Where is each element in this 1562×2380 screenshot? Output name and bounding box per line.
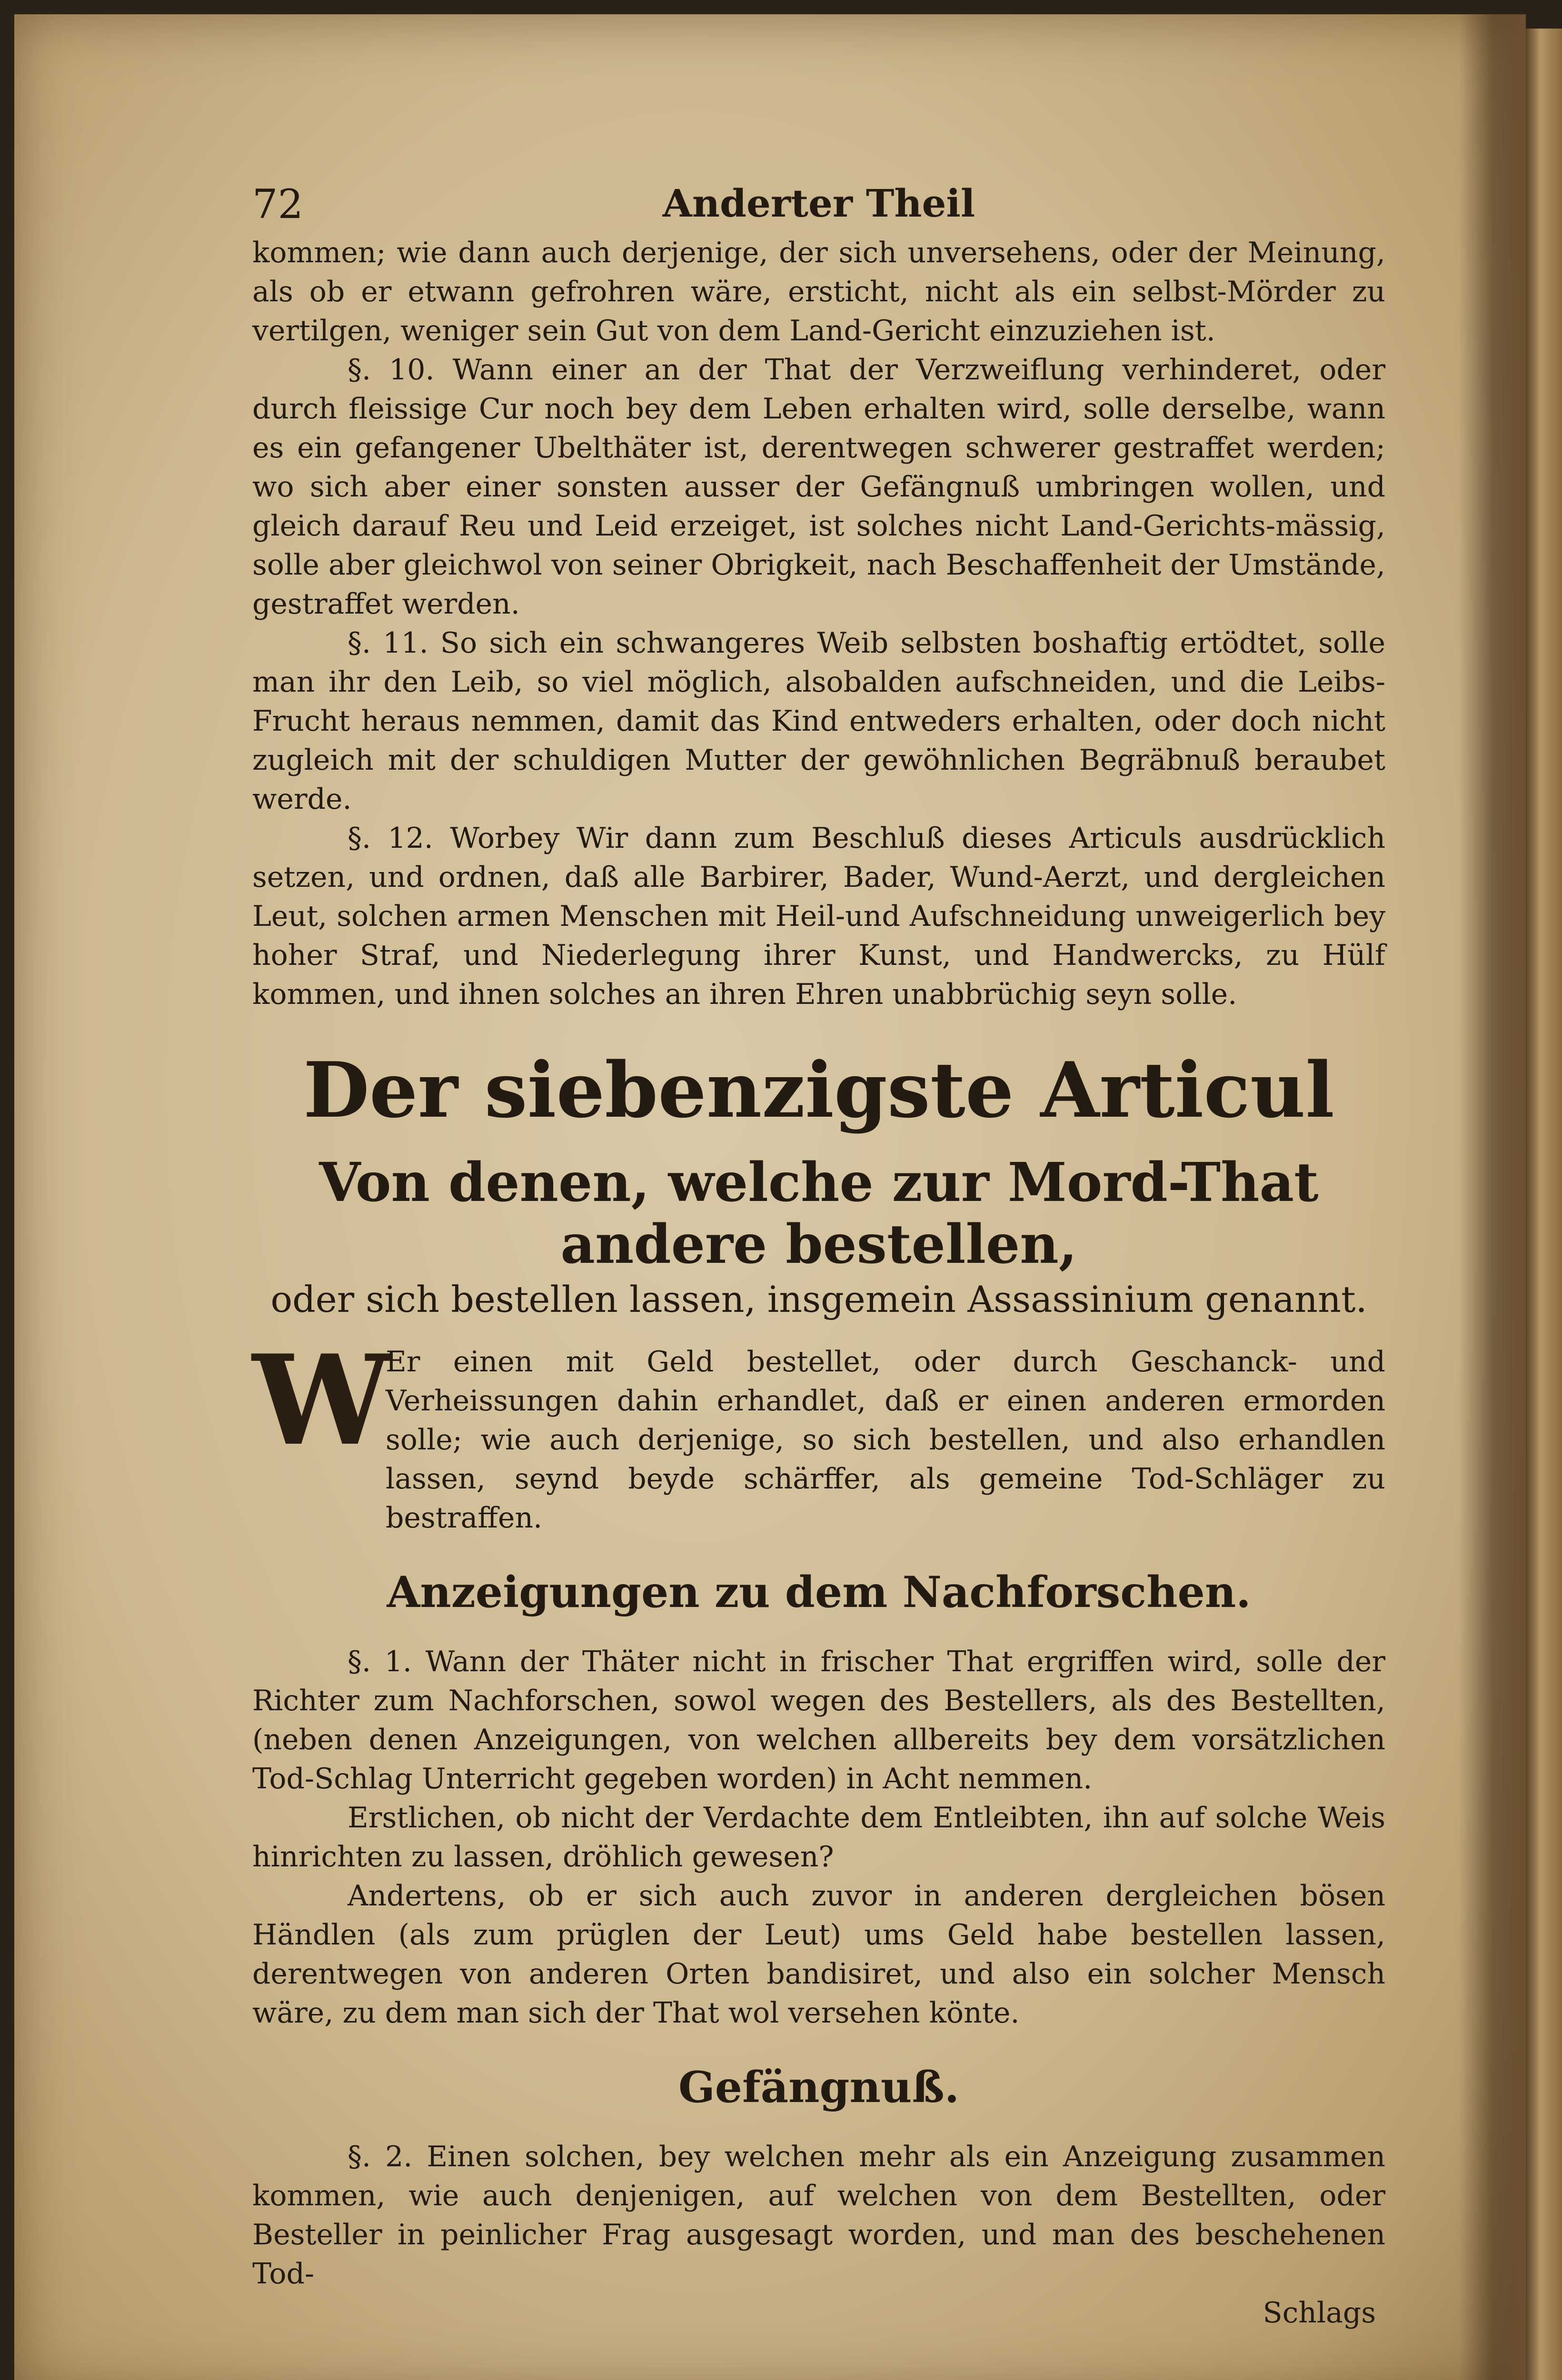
paragraph-section-12: §. 12. Worbey Wir dann zum Beschluß dieses Articuls ausdrücklich setzen, und ordnen, daß alle Barbirer, Bader, Wund-Aerzt, und dergleichen Leut, solchen armen Menschen mit Heil-und Aufschneidung unweigerlich bey hoher Straf, und Niederlegung ihrer Kunst, und Handwercks, zu Hülf kommen, und ihnen solches an ihren Ehren unabbrüchig seyn solle. xyxy=(252,822,1385,1011)
article-intro xyxy=(252,1328,1385,1537)
running-head-title: Anderter Theil xyxy=(662,181,975,226)
adjacent-page-edge xyxy=(1526,29,1562,2380)
paragraph-section-11: §. 11. So sich ein schwangeres Weib selbsten boshaftig ertödtet, solle man ihr den Leib, so viel möglich, alsobalden aufschneiden, und die Leibs-Frucht heraus nemmen, damit das Kind entweders erhalten, oder doch nicht zugleich mit der schuldigen Mutter der gewöhnlichen Begräbnuß beraubet werde. xyxy=(252,626,1385,816)
paragraph-section-2: §. 2. Einen solchen, bey welchen mehr als ein Anzeigung zusammen kommen, wie auch denjenigen, auf welchen von dem Bestellten, oder Besteller in peinlicher Frag ausgesagt worden, und man des beschehenen Tod- xyxy=(252,2140,1385,2291)
paragraph-continued: kommen; wie dann auch derjenige, der sich unversehens, oder der Meinung, als ob er etwann gefrohren wäre, ersticht, nicht als ein selbst-Mörder zu vertilgen, weniger sein Gut von dem Land-Gericht einzuziehen ist. xyxy=(252,236,1385,347)
running-header xyxy=(252,181,1385,233)
article-subtitle-line2: oder sich bestellen lassen, insgemein Assassinium genannt. xyxy=(270,1278,1367,1320)
article-title: Der siebenzigste Articul xyxy=(303,1045,1334,1135)
paragraph-section-10: §. 10. Wann einer an der That der Verzweiflung verhinderet, oder durch fleissige Cur noch bey dem Leben erhalten wird, solle derselbe, wann es ein gefangener Ubelthäter ist, derentwegen schwerer gestraffet werden; wo sich aber einer sonsten ausser der Gefängnuß umbringen wollen, und gleich darauf Reu und Leid erzeiget, ist solches nicht Land-Gerichts-mässig, solle aber gleichwol von seiner Obrigkeit, nach Beschaffenheit der Umstände, gestraffet werden. xyxy=(252,353,1385,621)
section-heading-indications: Anzeigungen zu dem Nachforschen. xyxy=(387,1567,1251,1617)
paragraph-section-1: §. 1. Wann der Thäter nicht in frischer That ergriffen wird, solle der Richter zum Nachforschen, sowol wegen des Bestellers, als des Bestellten, (neben denen Anzeigungen, von welchen allbereits bey dem vorsätzlichen Tod-Schlag Unterricht gegeben worden) in Acht nemmen. xyxy=(252,1645,1385,1795)
article-subtitle-line1: Von denen, welche zur Mord-That andere bestellen, xyxy=(319,1151,1319,1276)
page-number: 72 xyxy=(252,181,303,228)
article-intro-text: Er einen mit Geld bestellet, oder durch Geschanck- und Verheissungen dahin erhandlet, daß er einen anderen ermorden solle; wie auch derjenige, so sich bestellen, und also erhandlen lassen, seynd beyde schärffer, als gemeine Tod-Schläger zu bestraffen. xyxy=(386,1345,1385,1535)
drop-cap-initial: W xyxy=(252,1328,391,1473)
page-text-block xyxy=(252,181,1385,2332)
catchword: Schlags xyxy=(1263,2296,1376,2330)
page-gutter-shadow xyxy=(1459,14,1526,2380)
paragraph-secondly: Andertens, ob er sich auch zuvor in anderen dergleichen bösen Händlen (als zum prüglen der Leut) ums Geld habe bestellen lassen, derentwegen von anderen Orten bandisiret, und also ein solcher Mensch wäre, zu dem man sich der That wol versehen könte. xyxy=(252,1879,1385,2030)
section-heading-prison: Gefängnuß. xyxy=(678,2062,960,2112)
paragraph-firstly: Erstlichen, ob nicht der Verdachte dem Entleibten, ihn auf solche Weis hinrichten zu lassen, dröhlich gewesen? xyxy=(252,1801,1385,1874)
